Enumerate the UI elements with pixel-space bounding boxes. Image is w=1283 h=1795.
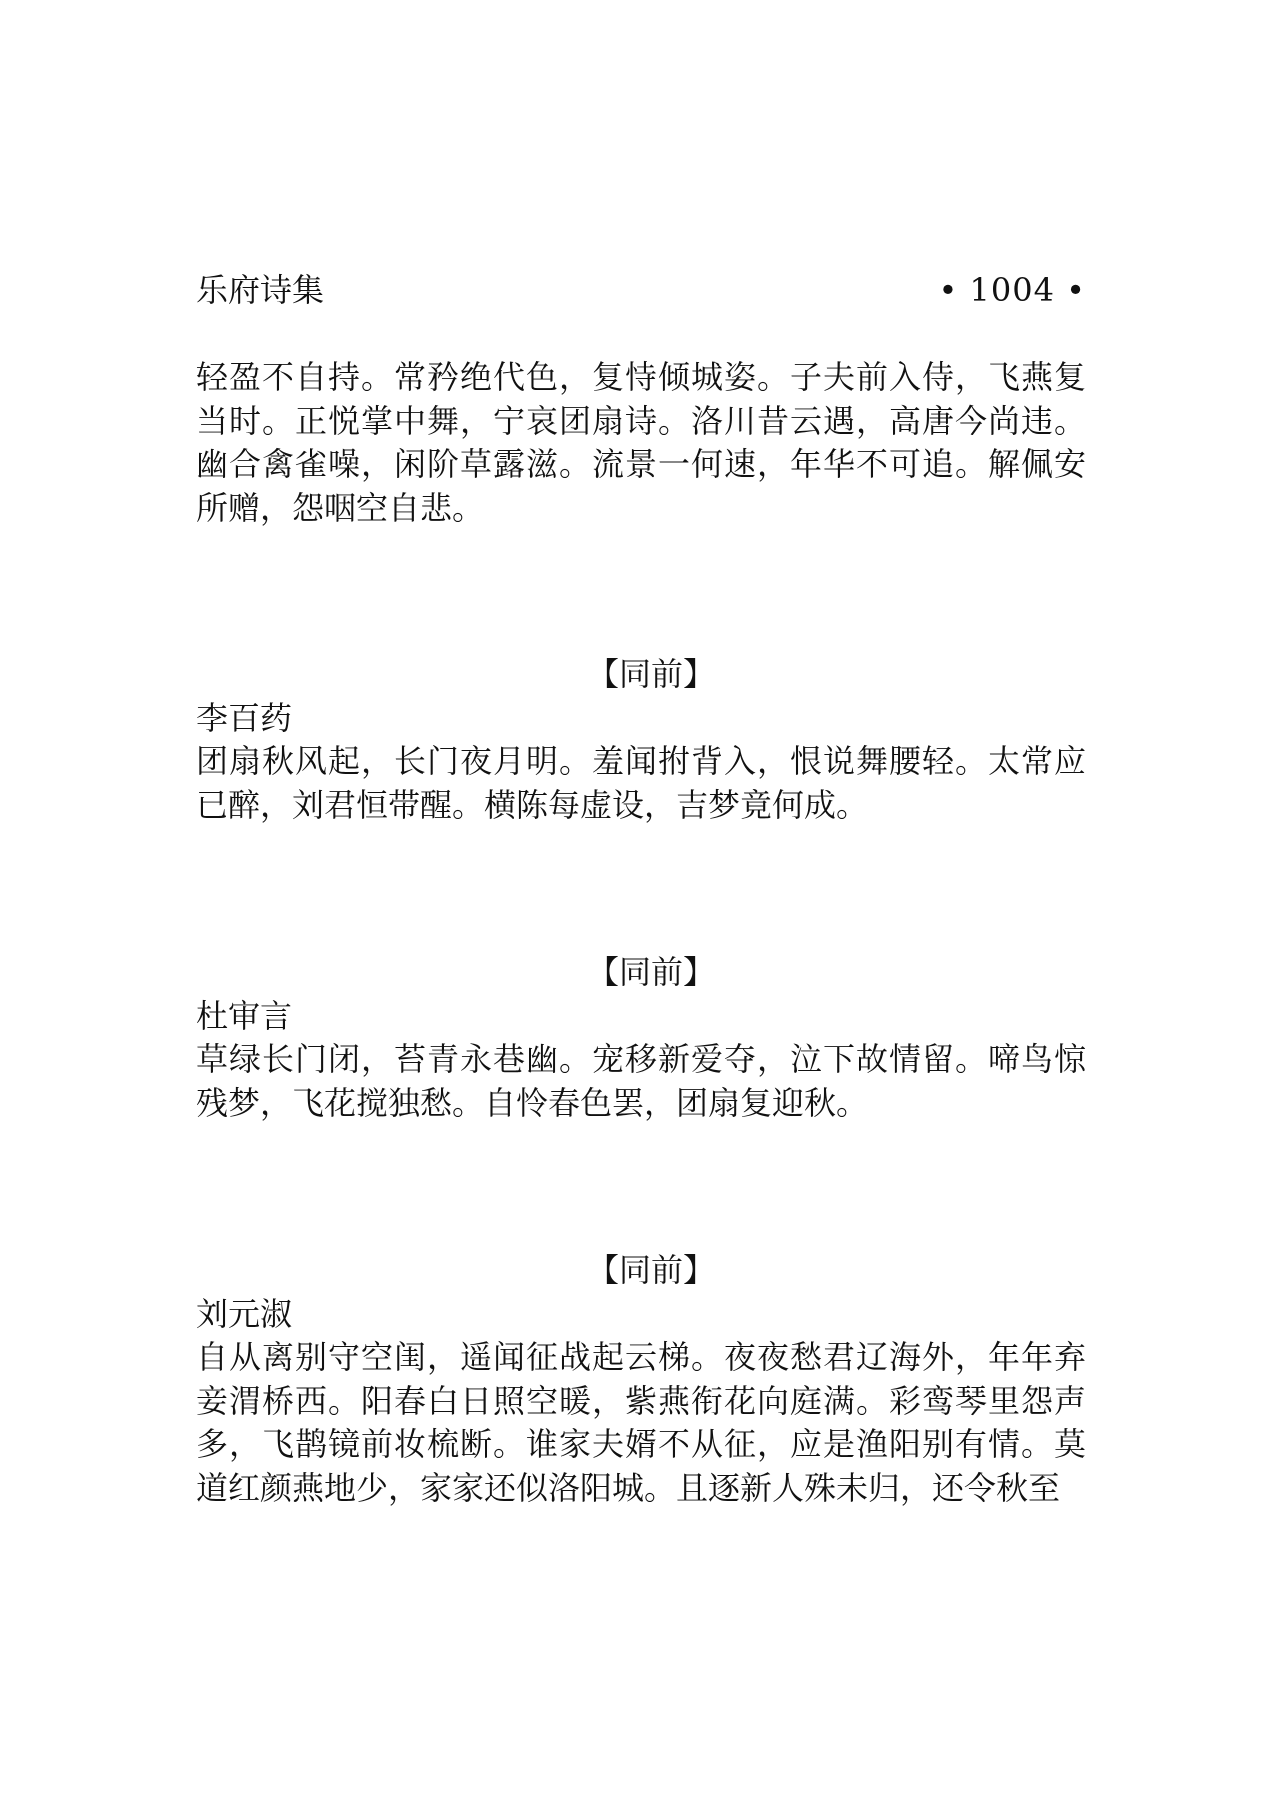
page-number: • 1004 • — [938, 271, 1086, 309]
page-header — [196, 268, 1086, 312]
intro-paragraph: 轻盈不自持。常矜绝代色，复恃倾城姿。子夫前入侍，飞燕复当时。正悦掌中舞，宁哀团扇诗。洛川昔云遇，高唐今尚违。幽合禽雀噪，闲阶草露滋。流景一何速，年华不可追。解佩安所赠，怨咽空自悲。 — [196, 358, 1086, 527]
document-page — [196, 0, 1086, 1795]
poem-text-1: 团扇秋风起，长门夜月明。羞闻拊背入，恨说舞腰轻。太常应已醉，刘君恒带醒。横陈每虚设，吉梦竟何成。 — [196, 742, 1086, 824]
poem-text-3: 自从离别守空闺，遥闻征战起云梯。夜夜愁君辽海外，年年弃妾渭桥西。阳春白日照空暖，紫燕衔花向庭满。彩鸾琴里怨声多，飞鹊镜前妆梳断。谁家夫婿不从征，应是渔阳别有情。莫道红颜燕地少，家家还似洛阳城。且逐新人殊未归，还令秋至 — [196, 1338, 1086, 1507]
poem-author-3: 刘元淑 — [196, 1295, 293, 1333]
poem-title-2: 【同前】 — [586, 953, 715, 991]
poem-author-2: 杜审言 — [196, 997, 293, 1035]
poem-author-1: 李百药 — [196, 699, 293, 737]
poem-title-3: 【同前】 — [586, 1251, 715, 1289]
poem-title-1: 【同前】 — [586, 655, 715, 693]
book-title: 乐府诗集 — [196, 271, 325, 309]
poem-text-2: 草绿长门闭，苔青永巷幽。宠移新爱夺，泣下故情留。啼鸟惊残梦，飞花搅独愁。自怜春色罢，团扇复迎秋。 — [196, 1040, 1086, 1122]
